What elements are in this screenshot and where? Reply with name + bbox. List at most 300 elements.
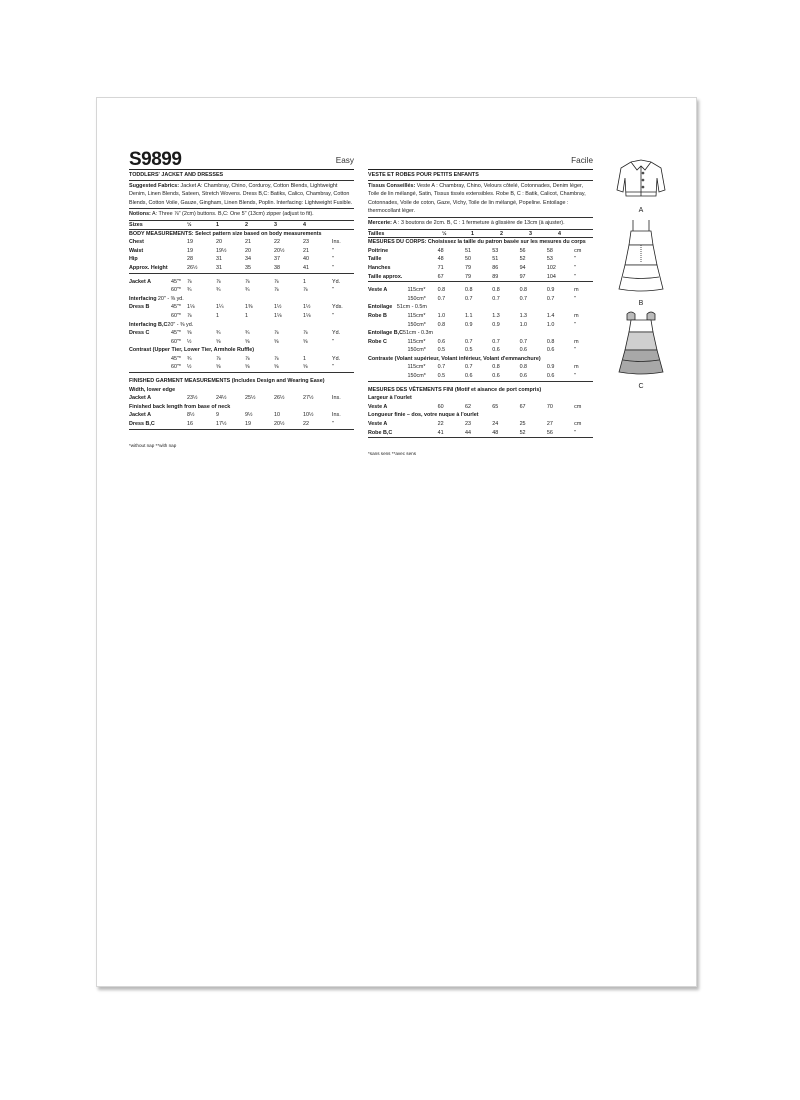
value-cell: 21	[245, 239, 251, 246]
contrast-table	[129, 355, 354, 372]
row-label: Jacket A	[129, 278, 151, 285]
footnote-fr: *sans sens **avec sens	[368, 451, 417, 457]
unit-cell: "	[574, 373, 577, 380]
unit-cell: "	[574, 321, 577, 328]
value-cell: 1.0	[546, 321, 555, 328]
value-cell: 53	[546, 256, 553, 263]
table-row	[368, 346, 593, 355]
suggested-fabrics-fr	[368, 181, 593, 218]
unit-cell: "	[332, 287, 334, 294]
sizes-label-fr: Tailles	[368, 230, 385, 237]
notions-label: Notions:	[129, 211, 151, 218]
value-cell: 56	[546, 429, 553, 436]
table-row	[129, 411, 354, 420]
row-label: Hip	[129, 256, 138, 263]
table-row	[368, 295, 593, 304]
value-cell: 0.8	[492, 364, 500, 371]
value-cell: 0.9	[546, 287, 555, 294]
value-cell: ⅝	[187, 330, 192, 337]
value-cell: 25½	[245, 395, 256, 402]
value-cell	[303, 321, 322, 330]
value-cell: 0.9	[464, 321, 473, 328]
value-cell	[502, 329, 521, 338]
view-c	[606, 310, 676, 391]
value-cell: ⅞	[216, 355, 221, 362]
value-cell: 9½	[245, 412, 253, 419]
fabric-width: 115cm*	[407, 364, 426, 371]
value-cell: 38	[274, 264, 280, 271]
value-cell: 19	[187, 239, 193, 246]
value-cell: 10	[274, 412, 280, 419]
unit-cell: "	[574, 273, 577, 280]
length-table-fr	[368, 420, 593, 437]
width-label: Width, lower edge	[129, 386, 176, 393]
value-cell: ⅞	[245, 355, 250, 362]
row-label	[368, 321, 408, 330]
value-cell: 0.5	[464, 347, 473, 354]
notions	[129, 209, 354, 221]
row-label: Taille	[368, 256, 382, 263]
pattern-title: TODDLERS' JACKET AND DRESSES	[129, 171, 354, 181]
row-label: Jacket A	[129, 412, 151, 419]
value-cell: ⅞	[303, 287, 308, 294]
table-row	[129, 286, 354, 295]
fabric-width: 20" - ⅜ yd.	[167, 321, 194, 328]
unit-cell: Ins.	[332, 239, 341, 246]
value-cell	[322, 321, 341, 330]
value-cell: 21	[303, 247, 309, 254]
size-cell: 4	[558, 230, 561, 237]
row-label: Robe C	[368, 338, 387, 345]
value-cell: 58	[546, 247, 553, 254]
sizes-row-fr	[368, 230, 593, 239]
value-cell: 67	[437, 273, 444, 280]
value-cell	[284, 321, 303, 330]
table-row	[368, 329, 593, 338]
value-cell: ⅞	[274, 355, 279, 362]
unit-cell: "	[332, 264, 334, 271]
value-cell: 1½	[303, 304, 311, 311]
fabric-width	[408, 255, 438, 264]
body-measurements-heading: BODY MEASUREMENTS: Select pattern size based on body measurements	[129, 230, 322, 237]
unit-cell: Ins.	[332, 395, 341, 402]
difficulty-level-fr: Facile	[571, 156, 593, 165]
value-cell: 22	[437, 421, 444, 428]
value-cell: 10½	[303, 412, 314, 419]
value-cell: ⅞	[187, 312, 192, 319]
unit-cell	[579, 303, 593, 312]
table-row	[368, 247, 593, 256]
row-label	[129, 312, 171, 321]
unit-cell: "	[332, 364, 334, 371]
header	[129, 150, 354, 170]
value-cell: 0.7	[519, 295, 528, 302]
table-row	[129, 278, 354, 287]
value-cell: 0.5	[437, 373, 446, 380]
notions-text-fr: A : 3 boutons de 2cm. B, C : 1 fermeture à glissière de 13cm (à ajuster).	[391, 219, 565, 226]
value-cell	[519, 303, 539, 312]
table-row	[368, 312, 593, 321]
row-label	[129, 355, 171, 364]
fabric-width: 60"*	[171, 338, 182, 345]
fabric-width: 51cm - 0.5m	[396, 304, 427, 311]
fabric-width	[171, 394, 187, 403]
row-label	[129, 286, 171, 295]
size-cell: 2	[245, 221, 248, 228]
unit-cell: Ins.	[332, 412, 341, 419]
size-cell: ½	[187, 221, 192, 228]
value-cell: 22	[274, 239, 280, 246]
value-cell: 0.6	[492, 373, 500, 380]
value-cell: 16	[187, 421, 193, 428]
value-cell: 0.6	[519, 373, 528, 380]
value-cell: 104	[546, 273, 556, 280]
value-cell: 0.7	[492, 338, 500, 345]
fabric-width: 45"*	[171, 355, 182, 362]
value-cell: 0.6	[464, 373, 473, 380]
finished-measurements-heading-fr: MESURES DES VÊTEMENTS FINI (Motif et aisance de port compris)	[368, 386, 542, 393]
table-row	[129, 247, 354, 256]
value-cell: ½	[187, 338, 192, 345]
view-a	[606, 156, 676, 215]
value-cell: 65	[492, 403, 499, 410]
value-cell: 1⅛	[303, 312, 311, 319]
value-cell: 86	[492, 264, 499, 271]
width-table-fr	[368, 403, 593, 412]
fabric-width: 45"*	[171, 330, 182, 337]
fabric-width: 60"*	[171, 287, 182, 294]
value-cell: 89	[492, 273, 499, 280]
unit-cell: "	[574, 295, 577, 302]
table-row	[368, 420, 593, 429]
table-row	[368, 286, 593, 295]
unit-cell: m	[574, 287, 579, 294]
row-label: Approx. Height	[129, 264, 168, 271]
value-cell: ⅞	[274, 330, 279, 337]
footnote: *without nap **with nap	[129, 442, 177, 448]
value-cell: 44	[464, 429, 471, 436]
value-cell: ½	[187, 364, 192, 371]
view-label: C	[638, 383, 644, 390]
value-cell: 19½	[216, 247, 227, 254]
value-cell: 1⅛	[187, 304, 195, 311]
width-table	[129, 394, 354, 403]
table-row	[129, 420, 354, 429]
body-measurements-heading-fr: MESURES DU CORPS: Choisissez la taille du patron basée sur les mesures du corps	[368, 239, 586, 246]
length-label-fr: Longueur finie – dos, votre nuque à l'ourlet	[368, 412, 479, 419]
unit-cell: cm	[574, 421, 582, 428]
value-cell: 62	[464, 403, 471, 410]
fabric-width: 45"*	[171, 304, 182, 311]
value-cell: 0.7	[464, 338, 473, 345]
value-cell: 48	[437, 256, 444, 263]
value-cell: 20½	[274, 421, 285, 428]
value-cell: 71	[437, 264, 444, 271]
value-cell: 19	[187, 247, 193, 254]
value-cell: 52	[519, 429, 526, 436]
unit-cell: cm	[574, 403, 582, 410]
value-cell: ⅝	[303, 364, 308, 371]
dress-c-illustration	[613, 310, 669, 382]
row-label	[368, 372, 408, 381]
value-cell: ⅞	[274, 278, 279, 285]
unit-cell	[580, 329, 593, 338]
row-label: Veste A	[368, 403, 388, 410]
value-cell: ⅝	[216, 338, 221, 345]
unit-cell: "	[332, 338, 334, 345]
value-cell: 23	[303, 239, 309, 246]
table-row	[368, 303, 593, 312]
value-cell: 17½	[216, 421, 227, 428]
table-row	[368, 403, 593, 412]
fabric-width	[171, 255, 187, 264]
value-cell: 20	[245, 247, 251, 254]
body-measurements-table	[129, 238, 354, 272]
unit-cell: Yd.	[332, 355, 341, 362]
fabric-width: 115cm*	[407, 338, 426, 345]
table-row	[368, 255, 593, 264]
table-row	[129, 255, 354, 264]
row-label: Dress B	[129, 304, 150, 311]
row-label	[368, 363, 408, 372]
value-cell: 56	[519, 247, 526, 254]
value-cell: 0.7	[519, 338, 528, 345]
value-cell: 0.5	[437, 347, 446, 354]
value-cell: 37	[274, 256, 280, 263]
row-label: Hanches	[368, 264, 391, 271]
value-cell: 70	[546, 403, 553, 410]
value-cell: 0.8	[546, 338, 555, 345]
garment-illustrations	[606, 156, 676, 391]
unit-cell: cm	[574, 247, 582, 254]
value-cell	[265, 321, 284, 330]
size-cell: 3	[274, 221, 277, 228]
row-label: Waist	[129, 247, 144, 254]
table-row	[129, 329, 354, 338]
value-cell: ¾	[245, 287, 250, 294]
value-cell: 0.7	[464, 364, 473, 371]
table-row	[129, 264, 354, 273]
fabrics-label: Suggested Fabrics:	[129, 182, 180, 189]
value-cell: ⅝	[216, 364, 221, 371]
table-row	[129, 295, 354, 304]
fabric-width	[171, 238, 187, 247]
value-cell	[483, 329, 502, 338]
value-cell: 1	[216, 312, 219, 319]
table-row	[368, 363, 593, 372]
table-row	[129, 238, 354, 247]
unit-cell	[341, 321, 354, 330]
fabric-width: 115cm*	[407, 312, 426, 319]
value-cell: ⅝	[274, 338, 279, 345]
value-cell: 0.6	[437, 338, 446, 345]
size-cell: 4	[303, 221, 306, 228]
contrast-label-fr: Contraste (Volant supérieur, Volant inférieur, Volant d'emmanchure)	[368, 355, 541, 362]
value-cell: 79	[464, 273, 471, 280]
value-cell: 27½	[303, 395, 314, 402]
fabric-width: 150cm*	[407, 373, 426, 380]
fabric-width	[408, 403, 438, 412]
value-cell: 9	[216, 412, 219, 419]
value-cell: 0.8	[464, 287, 473, 294]
fabric-width: 51cm - 0.3m	[403, 330, 434, 337]
table-row	[368, 321, 593, 330]
header-fr	[368, 150, 593, 170]
value-cell: 52	[519, 256, 526, 263]
size-cell: 2	[500, 230, 503, 237]
finished-measurements-heading: FINISHED GARMENT MEASUREMENTS (Includes Design and Wearing Ease)	[129, 378, 325, 385]
value-cell: 102	[546, 264, 556, 271]
value-cell: 41	[303, 264, 309, 271]
size-cell: 1	[216, 221, 219, 228]
unit-cell: "	[332, 247, 334, 254]
value-cell: 1⅜	[245, 304, 253, 311]
value-cell: 1.3	[492, 312, 500, 319]
value-cell: ⅞	[303, 330, 308, 337]
row-label: Robe B,C	[368, 429, 393, 436]
value-cell: 0.7	[437, 295, 446, 302]
width-label-fr: Largeur à l'ourlet	[368, 395, 412, 402]
unit-cell: "	[574, 429, 577, 436]
difficulty-level: Easy	[335, 156, 354, 165]
value-cell: ¾	[245, 330, 250, 337]
value-cell: 24	[492, 421, 499, 428]
unit-cell: m	[574, 364, 579, 371]
view-label: B	[638, 300, 644, 307]
value-cell: 31	[216, 264, 222, 271]
fabric-width	[408, 247, 438, 256]
value-cell: 0.8	[519, 287, 528, 294]
value-cell	[522, 329, 541, 338]
fabric-width	[408, 429, 438, 438]
value-cell: 0.9	[546, 364, 555, 371]
row-label	[129, 338, 171, 347]
length-table	[129, 411, 354, 428]
value-cell: 41	[437, 429, 444, 436]
value-cell: 34	[245, 256, 251, 263]
pattern-instruction-sheet	[96, 97, 697, 987]
unit-cell: Yd.	[332, 330, 341, 337]
value-cell: 0.7	[546, 295, 555, 302]
value-cell: 40	[303, 256, 309, 263]
table-row	[129, 355, 354, 364]
row-label	[368, 346, 408, 355]
value-cell	[320, 295, 340, 304]
fabric-width	[171, 420, 187, 429]
value-cell	[479, 303, 499, 312]
value-cell: 1	[245, 312, 248, 319]
unit-cell: m	[574, 312, 579, 319]
row-label: Dress C	[129, 330, 150, 337]
value-cell: 51	[492, 256, 499, 263]
value-cell: 0.6	[546, 373, 555, 380]
fabric-width: 150cm*	[407, 295, 426, 302]
value-cell: 1.0	[437, 312, 446, 319]
table-row	[129, 321, 354, 330]
value-cell: ⅞	[274, 287, 279, 294]
value-cell: 1.3	[519, 312, 528, 319]
size-cell: ½	[442, 230, 447, 237]
value-cell: 0.7	[492, 295, 500, 302]
value-cell: ¾	[187, 355, 192, 362]
fabric-width	[171, 247, 187, 256]
value-cell: 0.9	[492, 321, 500, 328]
row-label	[129, 363, 171, 372]
value-cell: 94	[519, 264, 526, 271]
fabric-width: 115cm*	[407, 287, 426, 294]
value-cell: ¾	[216, 330, 221, 337]
row-label: Interfacing B,C	[129, 321, 168, 328]
value-cell: 0.8	[437, 321, 446, 328]
row-label: Interfacing	[129, 295, 157, 302]
value-cell	[560, 329, 579, 338]
table-row	[129, 303, 354, 312]
value-cell: 28	[187, 256, 193, 263]
notions-label-fr: Mercerie:	[368, 219, 392, 226]
unit-cell: m	[574, 338, 579, 345]
fabric-width: 150cm*	[407, 321, 426, 328]
unit-cell: "	[332, 312, 334, 319]
fabric-width: 60"*	[171, 312, 182, 319]
french-column	[368, 150, 593, 459]
fabrics-label-fr: Tissus Conseillés:	[368, 182, 416, 189]
row-label	[368, 295, 408, 304]
pattern-title-fr: VESTE ET ROBES POUR PETITS ENFANTS	[368, 171, 593, 181]
value-cell: 53	[492, 247, 499, 254]
value-cell: 31	[216, 256, 222, 263]
value-cell: 48	[492, 429, 499, 436]
yardage-table	[129, 278, 354, 347]
value-cell: 0.6	[492, 347, 500, 354]
row-label: Entoilage B,C	[368, 330, 404, 337]
value-cell: 0.8	[519, 364, 528, 371]
row-label: Robe B	[368, 312, 387, 319]
value-cell: ¾	[187, 287, 192, 294]
value-cell: 1.1	[464, 312, 473, 319]
unit-cell: "	[574, 256, 577, 263]
unit-cell	[340, 295, 354, 304]
fabric-width: 45"*	[171, 278, 182, 285]
fabric-width	[171, 411, 187, 420]
pattern-number: S9899	[129, 149, 182, 170]
value-cell: 0.7	[464, 295, 473, 302]
suggested-fabrics	[129, 181, 354, 210]
jacket-illustration	[613, 156, 669, 206]
view-b	[606, 217, 676, 308]
table-row	[368, 338, 593, 347]
value-cell: 22	[303, 421, 309, 428]
value-cell: 23	[464, 421, 471, 428]
value-cell: 48	[437, 247, 444, 254]
notions-fr	[368, 218, 593, 230]
value-cell	[246, 321, 265, 330]
fabric-width	[408, 273, 438, 282]
table-row	[129, 394, 354, 403]
value-cell	[280, 295, 300, 304]
value-cell: 60	[437, 403, 444, 410]
value-cell: 50	[464, 256, 471, 263]
fabric-width	[408, 264, 438, 273]
value-cell: 35	[245, 264, 251, 271]
row-label: Chest	[129, 239, 144, 246]
row-label: Poitrine	[368, 247, 389, 254]
table-row	[129, 338, 354, 347]
row-label: Veste A	[368, 421, 388, 428]
value-cell	[240, 295, 260, 304]
value-cell: 1.0	[519, 321, 528, 328]
table-row	[129, 312, 354, 321]
value-cell: ⅝	[245, 338, 250, 345]
